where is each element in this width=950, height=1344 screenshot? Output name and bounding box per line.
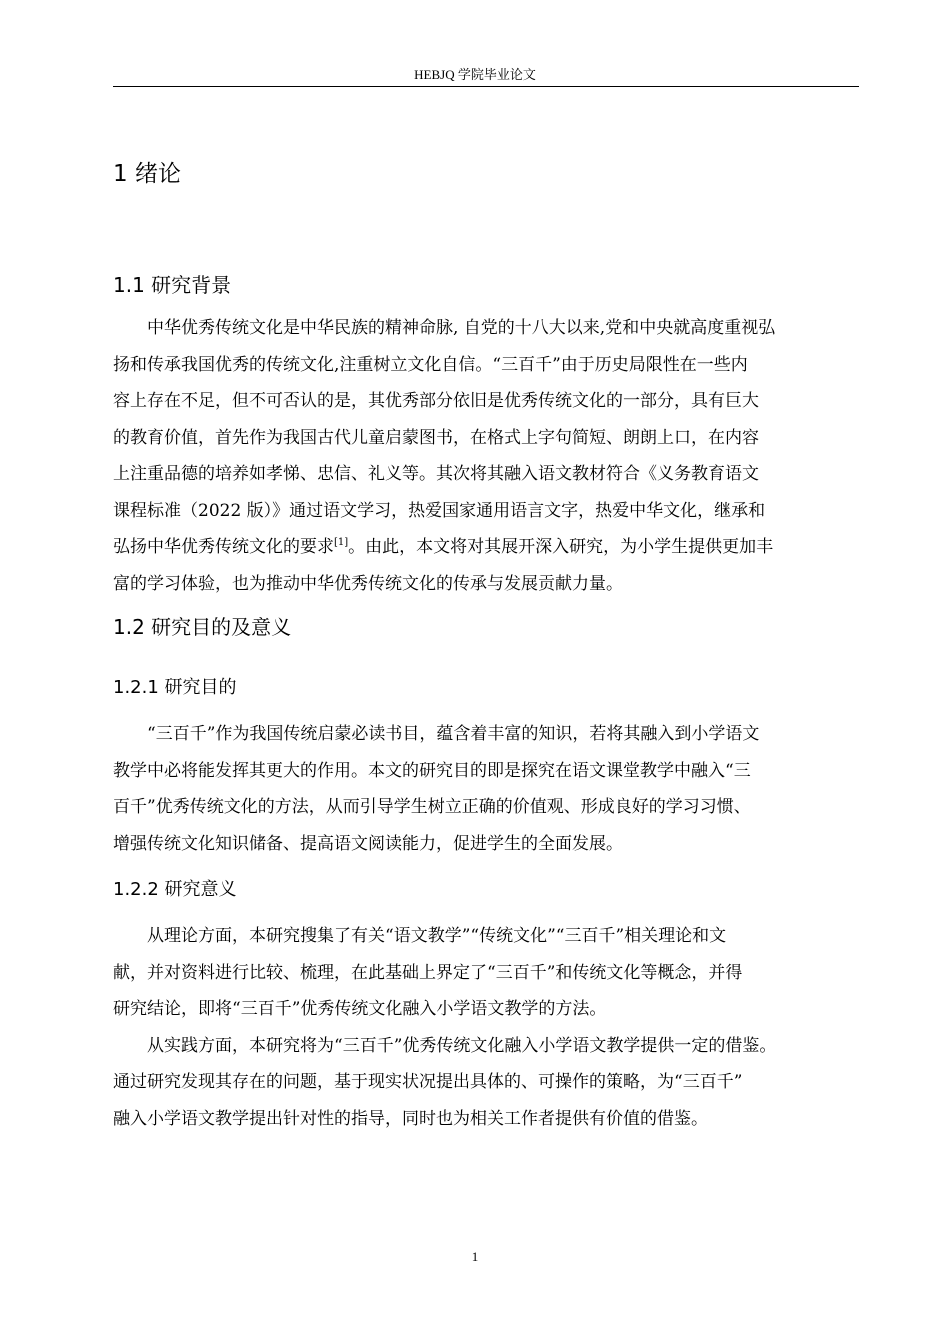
running-header: HEBJQ 学院毕业论文 xyxy=(414,67,536,82)
line-text: 。由此，本文将对其展开深入研究，为小学生提供更加丰 xyxy=(348,537,774,557)
section-1-1-paragraph xyxy=(113,310,873,602)
paragraph-line: 上注重品德的培养如孝悌、忠信、礼义等。其次将其融入语文教材符合《义务教育语文 xyxy=(113,464,759,484)
paragraph-line: 研究结论，即将“三百千”优秀传统文化融入小学语文教学的方法。 xyxy=(113,999,607,1019)
paragraph-line: 从实践方面，本研究将为“三百千”优秀传统文化融入小学语文教学提供一定的借鉴。 xyxy=(147,1035,777,1056)
paragraph-line: 容上存在不足，但不可否认的是，其优秀部分依旧是优秀传统文化的一部分，具有巨大 xyxy=(113,391,759,411)
paragraph-line: 增强传统文化知识储备、提高语文阅读能力，促进学生的全面发展。 xyxy=(113,833,623,854)
paragraph-line: 百千”优秀传统文化的方法，从而引导学生树立正确的价值观、形成良好的学习习惯、 xyxy=(113,797,751,817)
paragraph-line: 扬和传承我国优秀的传统文化,注重树立文化自信。“三百千”由于历史局限性在一些内 xyxy=(113,354,748,375)
section-1-2-2-paragraph-2 xyxy=(113,1028,873,1138)
section-title-1-2-1: 1.2.1 研究目的 xyxy=(113,677,237,698)
paragraph-line: 融入小学语文教学提出针对性的指导，同时也为相关工作者提供有价值的借鉴。 xyxy=(113,1108,708,1129)
section-title-1-1: 1.1 研究背景 xyxy=(113,273,232,297)
page-number: 1 xyxy=(471,1249,479,1264)
section-1-2-1-paragraph xyxy=(113,716,873,862)
paragraph-line: 通过研究发现其存在的问题，基于现实状况提出具体的、可操作的策略，为“三百千” xyxy=(113,1072,743,1092)
paragraph-line: 教学中必将能发挥其更大的作用。本文的研究目的即是探究在语文课堂教学中融入“三 xyxy=(113,760,751,781)
paragraph-line: 课程标准（2022 版）》通过语文学习，热爱国家通用语言文字，热爱中华文化，继承和 xyxy=(113,500,766,521)
paragraph-line: 的教育价值，首先作为我国古代儿童启蒙图书，在格式上字句简短、朗朗上口，在内容 xyxy=(113,427,759,448)
paragraph-line: 富的学习体验，也为推动中华优秀传统文化的传承与发展贡献力量。 xyxy=(113,573,623,594)
paragraph-line: 从理论方面，本研究搜集了有关“语文教学”“传统文化”“三百千”相关理论和文 xyxy=(147,926,727,946)
citation-1: [1] xyxy=(334,537,349,548)
paragraph-line: “三百千”作为我国传统启蒙必读书目，蕴含着丰富的知识，若将其融入到小学语文 xyxy=(147,724,760,744)
header-rule xyxy=(113,86,859,87)
section-1-2-2-paragraph-1 xyxy=(113,918,873,1028)
line-text: 弘扬中华优秀传统文化的要求 xyxy=(113,537,334,557)
page-body xyxy=(113,150,873,1137)
section-title-1-2-2: 1.2.2 研究意义 xyxy=(113,879,237,900)
paragraph-line: 中华优秀传统文化是中华民族的精神命脉, 自党的十八大以来,党和中央就高度重视弘 xyxy=(147,318,776,338)
paragraph-line xyxy=(113,529,873,566)
section-title-1-2: 1.2 研究目的及意义 xyxy=(113,615,292,639)
paragraph-line: 献，并对资料进行比较、梳理，在此基础上界定了“三百千”和传统文化等概念，并得 xyxy=(113,962,743,983)
chapter-title: 1 绪论 xyxy=(113,161,181,187)
